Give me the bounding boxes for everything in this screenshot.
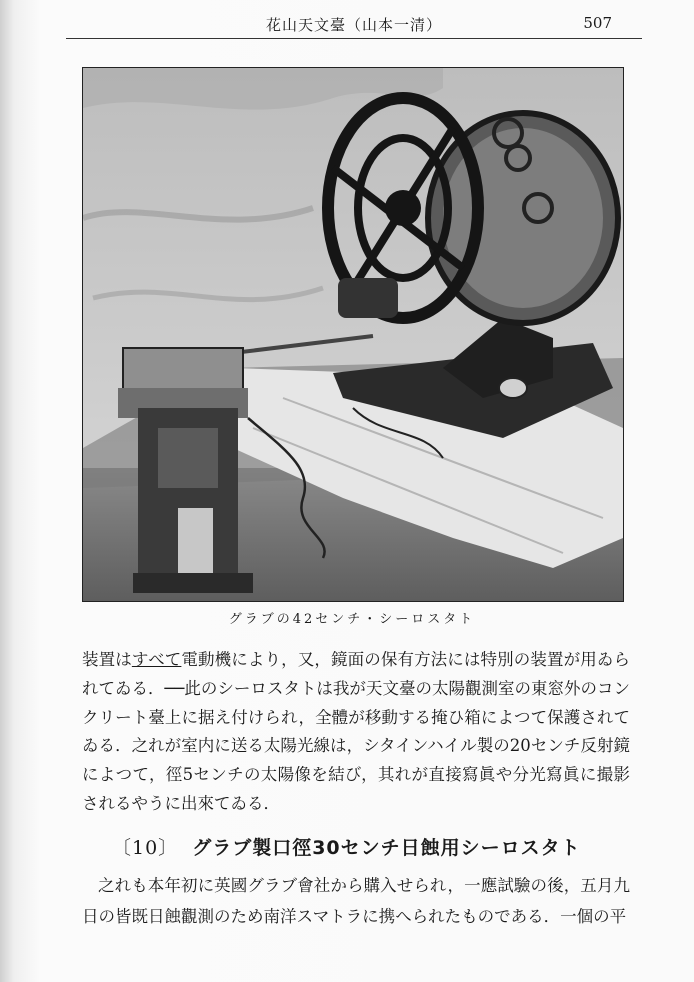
second-paragraph [82,870,630,932]
page-number: 507 [583,14,612,32]
figure-photo [82,67,624,602]
section-title: グラブ製口徑30センチ日蝕用シーロスタト [192,837,581,859]
para1-rest: 電動機により，又，鏡面の保有方法には特別の装置が用ゐられてゐる．──此のシーロスタトは我が天文臺の太陽觀測室の東窓外のコンクリート臺上に据え付けられ，全體が移動する掩ひ箱によつて保護されてゐる．之れが室内に送る太陽光線は，シタインハイル製の20センチ反射鏡によつて，徑5センチの太陽像を結び，其れが直接寫眞や分光寫眞に撮影されるやうに出來てゐる． [82,650,631,813]
para1-start: 装置は [82,650,132,669]
body-paragraph [82,646,630,819]
section-heading [112,833,632,860]
telescope-coelostat-photo-icon [83,68,623,601]
running-title: 花山天文臺（山本一清） [265,16,442,34]
second-paragraph-text: 之れも本年初に英國グラブ會社から購入せられ，一應試驗の後，五月九日の皆既日蝕觀測のため南洋スマトラに携へられたものである．一個の平 [82,876,630,926]
section-number: 〔10〕 [112,837,179,859]
underlined-word: すべて [131,650,182,669]
page-header [66,8,642,39]
figure-caption: グラブの42センチ・シーロスタト [228,612,476,627]
